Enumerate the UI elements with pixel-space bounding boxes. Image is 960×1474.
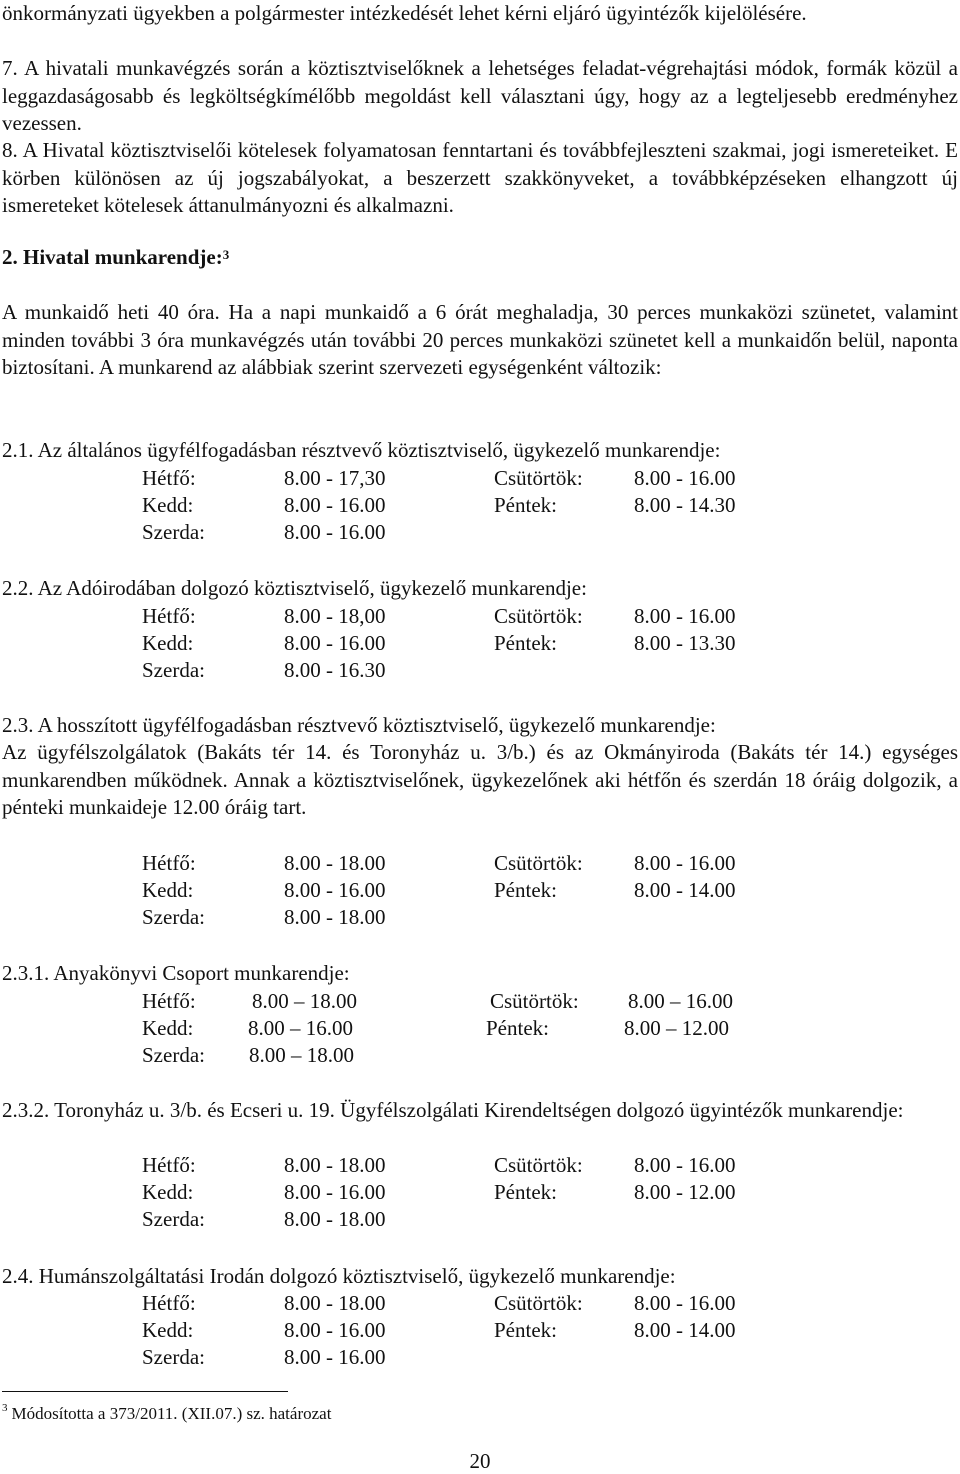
schedule-2-3-2 bbox=[0, 1152, 960, 1234]
thursday-label: Csütörtök: bbox=[494, 1153, 583, 1177]
tuesday-hours: 8.00 - 16.00 bbox=[284, 1318, 386, 1342]
friday-hours: 8.00 - 13.30 bbox=[634, 631, 736, 655]
friday-label: Péntek: bbox=[494, 1318, 557, 1342]
section-title: 2. Hivatal munkarendje: bbox=[2, 245, 223, 269]
friday-label: Péntek: bbox=[494, 493, 557, 517]
paragraph-worktime: A munkaidő heti 40 óra. Ha a napi munkaidő a 6 órát meghaladja, 30 perces munkaközi szünetet, valamint minden további 3 óra munkavégzés után további 20 perces munkaközi szünetet kell a munkaidőn belül, naponta biztosítani. A munkarend az alábbiak szerint szervezeti egységenként változik: bbox=[2, 300, 958, 379]
wednesday-hours: 8.00 - 18.00 bbox=[284, 905, 386, 929]
monday-label: Hétfő: bbox=[142, 851, 196, 875]
friday-hours: 8.00 - 14.00 bbox=[634, 1318, 736, 1342]
footnote-reference: 3 bbox=[222, 247, 230, 262]
thursday-hours: 8.00 – 16.00 bbox=[628, 989, 733, 1013]
monday-hours: 8.00 – 18.00 bbox=[252, 989, 357, 1013]
friday-hours: 8.00 - 12.00 bbox=[634, 1180, 736, 1204]
monday-hours: 8.00 - 17,30 bbox=[284, 466, 386, 490]
monday-hours: 8.00 - 18.00 bbox=[284, 1291, 386, 1315]
subheading-2-2: 2.2. Az Adóirodában dolgozó köztisztviselő, ügykezelő munkarendje: bbox=[2, 576, 587, 600]
schedule-2-3-1 bbox=[0, 988, 960, 1070]
monday-hours: 8.00 - 18,00 bbox=[284, 604, 386, 628]
friday-label: Péntek: bbox=[494, 631, 557, 655]
monday-label: Hétfő: bbox=[142, 1291, 196, 1315]
schedule-2-3 bbox=[0, 850, 960, 932]
subheading-2-3: 2.3. A hosszított ügyfélfogadásban résztvevő köztisztviselő, ügykezelő munkarendje: bbox=[2, 713, 716, 737]
thursday-label: Csütörtök: bbox=[494, 1291, 583, 1315]
wednesday-hours: 8.00 - 16.00 bbox=[284, 1345, 386, 1369]
monday-label: Hétfő: bbox=[142, 989, 196, 1013]
wednesday-label: Szerda: bbox=[142, 1043, 205, 1067]
friday-label: Péntek: bbox=[494, 878, 557, 902]
paragraph-2-3-body: Az ügyfélszolgálatok (Bakáts tér 14. és Toronyház u. 3/b.) és az Okmányiroda (Bakáts tér 14.) egységes munkarendben működnek. Annak a köztisztviselőnek, ügykezelőnek aki hétfőn és szerdán 18 óráig dolgozik, a pénteki munkaideje 12.00 óráig tart. bbox=[2, 740, 958, 819]
wednesday-label: Szerda: bbox=[142, 1207, 205, 1231]
section-heading bbox=[2, 244, 229, 271]
monday-hours: 8.00 - 18.00 bbox=[284, 1153, 386, 1177]
schedule-2-4 bbox=[0, 1290, 960, 1372]
wednesday-hours: 8.00 - 18.00 bbox=[284, 1207, 386, 1231]
paragraph-7: 7. A hivatali munkavégzés során a köztisztviselőknek a lehetséges feladat-végrehajtási módok, formák közül a leggazdaságosabb és legköltségkímélőbb megoldást kell választani úgy, hogy az a legteljesebb eredményhez vezessen. bbox=[2, 56, 958, 135]
subheading-2-3-1: 2.3.1. Anyakönyvi Csoport munkarendje: bbox=[2, 961, 350, 985]
tuesday-hours: 8.00 - 16.00 bbox=[284, 631, 386, 655]
tuesday-label: Kedd: bbox=[142, 1016, 194, 1040]
wednesday-hours: 8.00 - 16.30 bbox=[284, 658, 386, 682]
schedule-2-2 bbox=[0, 603, 960, 685]
tuesday-hours: 8.00 – 16.00 bbox=[248, 1016, 353, 1040]
tuesday-label: Kedd: bbox=[142, 631, 194, 655]
friday-label: Péntek: bbox=[494, 1180, 557, 1204]
monday-label: Hétfő: bbox=[142, 1153, 196, 1177]
subheading-2-3-2: 2.3.2. Toronyház u. 3/b. és Ecseri u. 19. Ügyfélszolgálati Kirendeltségen dolgozó ügyintézők munkarendje: bbox=[2, 1098, 904, 1122]
subheading-2-4: 2.4. Humánszolgáltatási Irodán dolgozó köztisztviselő, ügykezelő munkarendje: bbox=[2, 1264, 676, 1288]
footnote-separator bbox=[2, 1391, 288, 1392]
footnote bbox=[2, 1404, 331, 1424]
subheading-2-1: 2.1. Az általános ügyfélfogadásban résztvevő köztisztviselő, ügykezelő munkarendje: bbox=[2, 438, 721, 462]
footnote-text: Módosította a 373/2011. (XII.07.) sz. határozat bbox=[11, 1404, 332, 1423]
thursday-hours: 8.00 - 16.00 bbox=[634, 1153, 736, 1177]
tuesday-label: Kedd: bbox=[142, 878, 194, 902]
monday-label: Hétfő: bbox=[142, 466, 196, 490]
footnote-number: 3 bbox=[2, 1402, 8, 1414]
tuesday-label: Kedd: bbox=[142, 1318, 194, 1342]
tuesday-hours: 8.00 - 16.00 bbox=[284, 493, 386, 517]
page-number: 20 bbox=[469, 1449, 491, 1473]
tuesday-label: Kedd: bbox=[142, 1180, 194, 1204]
paragraph-8: 8. A Hivatal köztisztviselői kötelesek folyamatosan fenntartani és továbbfejleszteni szakmai, jogi ismereteiket. E körben különösen az új jogszabályokat, a beszerzett szakkönyveket, a továbbképzéseken elhangzott új ismereteket kötelesek áttanulmányozni és alkalmazni. bbox=[2, 138, 958, 217]
thursday-label: Csütörtök: bbox=[494, 604, 583, 628]
friday-hours: 8.00 – 12.00 bbox=[624, 1016, 729, 1040]
thursday-hours: 8.00 - 16.00 bbox=[634, 1291, 736, 1315]
paragraph-intro-continuation: önkormányzati ügyekben a polgármester intézkedését lehet kérni eljáró ügyintézők kijelölésére. bbox=[2, 1, 807, 25]
wednesday-label: Szerda: bbox=[142, 905, 205, 929]
thursday-label: Csütörtök: bbox=[494, 466, 583, 490]
tuesday-label: Kedd: bbox=[142, 493, 194, 517]
friday-label: Péntek: bbox=[486, 1016, 549, 1040]
schedule-2-1 bbox=[0, 465, 960, 547]
thursday-label: Csütörtök: bbox=[490, 989, 579, 1013]
monday-hours: 8.00 - 18.00 bbox=[284, 851, 386, 875]
monday-label: Hétfő: bbox=[142, 604, 196, 628]
thursday-label: Csütörtök: bbox=[494, 851, 583, 875]
tuesday-hours: 8.00 - 16.00 bbox=[284, 878, 386, 902]
wednesday-label: Szerda: bbox=[142, 658, 205, 682]
thursday-hours: 8.00 - 16.00 bbox=[634, 604, 736, 628]
thursday-hours: 8.00 - 16.00 bbox=[634, 851, 736, 875]
tuesday-hours: 8.00 - 16.00 bbox=[284, 1180, 386, 1204]
wednesday-hours: 8.00 – 18.00 bbox=[249, 1043, 354, 1067]
wednesday-label: Szerda: bbox=[142, 1345, 205, 1369]
friday-hours: 8.00 - 14.00 bbox=[634, 878, 736, 902]
wednesday-hours: 8.00 - 16.00 bbox=[284, 520, 386, 544]
thursday-hours: 8.00 - 16.00 bbox=[634, 466, 736, 490]
wednesday-label: Szerda: bbox=[142, 520, 205, 544]
friday-hours: 8.00 - 14.30 bbox=[634, 493, 736, 517]
